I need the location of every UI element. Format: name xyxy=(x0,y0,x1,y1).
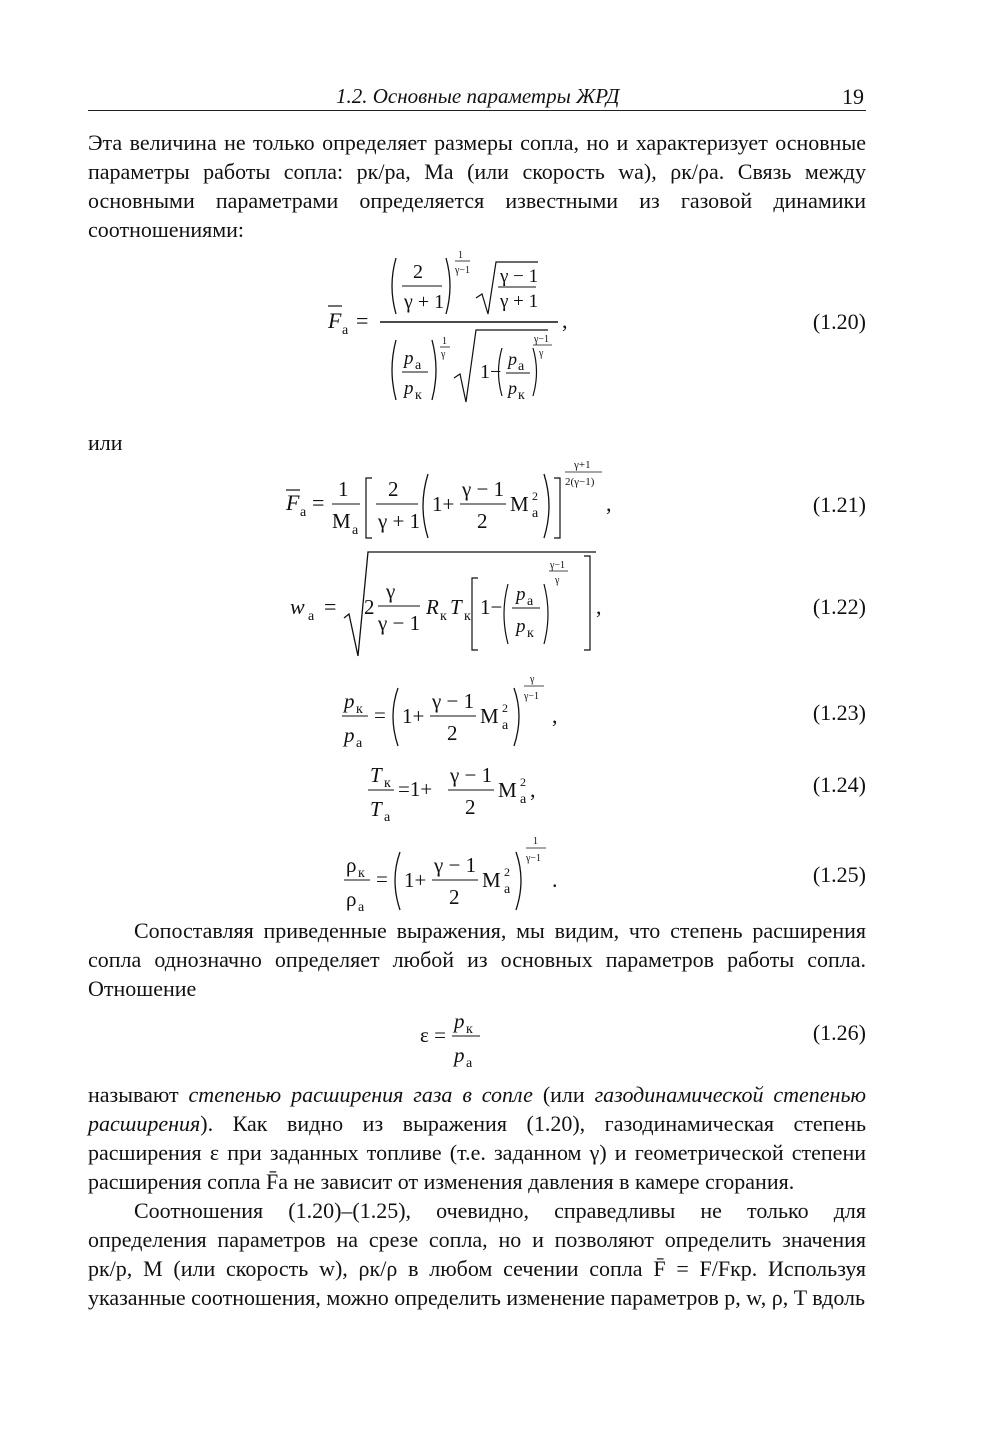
svg-text:ε =: ε = xyxy=(420,1023,446,1047)
svg-text:1: 1 xyxy=(442,336,447,347)
svg-text:1+: 1+ xyxy=(402,704,425,728)
svg-text:M: M xyxy=(332,509,351,533)
svg-text:w: w xyxy=(290,594,305,619)
svg-text:M: M xyxy=(482,868,501,892)
page-number: 19 xyxy=(842,84,864,109)
svg-text:1+: 1+ xyxy=(432,492,455,516)
svg-text:p: p xyxy=(508,378,517,398)
svg-text:p: p xyxy=(344,723,355,747)
formula-1-23 xyxy=(338,668,578,760)
svg-text:γ − 1: γ − 1 xyxy=(450,763,493,787)
svg-text:p: p xyxy=(454,1009,465,1033)
svg-text:p: p xyxy=(404,348,414,369)
svg-text:2: 2 xyxy=(504,865,510,879)
svg-text:а: а xyxy=(527,594,534,609)
svg-text:γ−1: γ−1 xyxy=(534,334,550,345)
svg-text:γ: γ xyxy=(539,348,544,359)
running-header xyxy=(88,84,866,111)
svg-text:,: , xyxy=(606,491,612,516)
svg-text:γ−1: γ−1 xyxy=(524,691,540,702)
equation-number-1-26: (1.26) xyxy=(812,1020,866,1045)
formula-1-22 xyxy=(282,548,622,660)
svg-text:2: 2 xyxy=(520,775,526,789)
formula-1-21 xyxy=(280,454,620,554)
svg-text:γ − 1: γ − 1 xyxy=(434,853,477,877)
svg-text:а: а xyxy=(308,609,315,624)
svg-text:ρ: ρ xyxy=(346,853,357,877)
svg-text:=: = xyxy=(324,594,337,619)
svg-text:M: M xyxy=(480,704,499,728)
svg-text:T: T xyxy=(450,595,462,619)
svg-text:к: к xyxy=(358,866,365,881)
svg-text:p: p xyxy=(516,584,526,605)
definition-text-2: (или xyxy=(532,1082,595,1107)
svg-text:γ − 1: γ − 1 xyxy=(378,611,421,635)
equation-number-1-20: (1.20) xyxy=(812,309,866,334)
svg-text:к: к xyxy=(384,776,391,791)
definition-term-2: газодинамической степенью расширения xyxy=(88,1082,866,1136)
svg-text:R: R xyxy=(426,595,439,619)
equation-number-1-21: (1.21) xyxy=(812,492,866,517)
svg-text:а: а xyxy=(502,718,509,733)
svg-text:T: T xyxy=(370,797,382,821)
svg-text:γ: γ xyxy=(386,579,396,603)
formula-1-20 xyxy=(320,244,580,409)
svg-text:γ−1: γ−1 xyxy=(526,853,542,864)
svg-text:=: = xyxy=(376,867,388,891)
svg-text:γ−1: γ−1 xyxy=(455,265,471,276)
svg-text:γ−1: γ−1 xyxy=(550,560,566,571)
svg-text:p: p xyxy=(508,349,517,369)
equation-number-1-22: (1.22) xyxy=(812,594,866,619)
svg-text:M: M xyxy=(498,778,517,802)
svg-text:M: M xyxy=(510,492,529,516)
svg-text:γ + 1: γ + 1 xyxy=(500,291,539,312)
definition-text-1: называют xyxy=(88,1082,189,1107)
svg-text:p: p xyxy=(454,1043,465,1067)
svg-text:а: а xyxy=(342,323,349,338)
svg-text:p: p xyxy=(344,689,355,713)
svg-text:,: , xyxy=(530,777,536,802)
svg-text:T: T xyxy=(370,763,382,787)
svg-text:γ: γ xyxy=(555,575,560,586)
svg-text:2: 2 xyxy=(532,489,538,503)
svg-text:2: 2 xyxy=(364,595,375,619)
svg-text:=: = xyxy=(312,490,325,515)
svg-text:γ + 1: γ + 1 xyxy=(378,509,421,533)
svg-text:к: к xyxy=(415,388,422,403)
connector-or: или xyxy=(88,430,123,455)
definition-term-1: степенью расширения газа в сопле xyxy=(188,1082,533,1107)
paragraph-intro: Эта величина не только определяет размеры сопла, но и характеризует основные параметры работы сопла: pк/pа, Mа (или скорость wа), ρк/ρа. Связь между основными параметрами определяется известными из газовой динамики соотношениями: xyxy=(88,130,866,242)
svg-text:а: а xyxy=(518,359,525,374)
svg-text:ρ: ρ xyxy=(346,887,357,911)
running-title: 1.2. Основные параметры ЖРД xyxy=(336,84,620,108)
paragraph-comparison: Сопоставляя приведенные выражения, мы видим, что степень расширения сопла однозначно определяет любой из основных параметров работы сопла. Отношение xyxy=(88,918,866,1001)
svg-text:γ + 1: γ + 1 xyxy=(404,291,445,313)
svg-text:2: 2 xyxy=(465,795,476,819)
svg-text:к: к xyxy=(464,609,471,624)
svg-text:1: 1 xyxy=(338,477,349,501)
paragraph-relations: Соотношения (1.20)–(1.25), очевидно, справедливы не только для определения параметров на срезе сопла, но и позволяют определить значения pк/p, M (или скорость w), ρк/ρ в любом сечении сопла F̄ = F/Fкр. Используя указанные соотношения, можно определить изменение параметров p, w, ρ, T вдоль xyxy=(88,1198,866,1310)
svg-text:2: 2 xyxy=(502,701,508,715)
svg-text:а: а xyxy=(415,358,422,373)
svg-text:γ: γ xyxy=(441,349,446,360)
svg-text:а: а xyxy=(356,736,363,751)
svg-text:,: , xyxy=(562,308,568,333)
svg-text:к: к xyxy=(527,626,534,641)
svg-text:γ − 1: γ − 1 xyxy=(432,689,475,713)
definition-text-3: ). Как видно из выражения (1.20), газодинамическая степень расширения ε при заданных топливе (т.е. заданном γ) и геометрической степени расширения сопла F̄а не зависит от изменения давления в камере сгорания. xyxy=(88,1111,866,1194)
svg-text:γ+1: γ+1 xyxy=(574,459,591,471)
svg-text:=1+: =1+ xyxy=(398,777,433,801)
svg-text:2: 2 xyxy=(388,477,399,501)
svg-text:1−: 1− xyxy=(480,595,503,619)
svg-text:γ − 1: γ − 1 xyxy=(462,477,505,501)
svg-text:=: = xyxy=(356,308,369,333)
svg-text:к: к xyxy=(518,388,525,403)
svg-text:к: к xyxy=(356,702,363,717)
svg-text:2: 2 xyxy=(477,509,488,533)
svg-text:2: 2 xyxy=(413,261,423,283)
svg-text:γ − 1: γ − 1 xyxy=(500,266,539,287)
svg-text:,: , xyxy=(552,703,558,728)
svg-text:=: = xyxy=(374,703,386,727)
svg-text:,: , xyxy=(596,594,602,619)
svg-text:к: к xyxy=(440,609,447,624)
equation-number-1-23: (1.23) xyxy=(812,700,866,725)
svg-text:2: 2 xyxy=(447,721,458,745)
svg-text:а: а xyxy=(384,810,391,824)
svg-text:а: а xyxy=(300,505,307,520)
svg-text:2(γ−1): 2(γ−1) xyxy=(565,476,595,488)
svg-text:1+: 1+ xyxy=(404,868,427,892)
svg-text:а: а xyxy=(504,882,511,897)
svg-text:1: 1 xyxy=(533,836,538,847)
svg-text:γ: γ xyxy=(530,674,535,685)
equation-number-1-24: (1.24) xyxy=(812,772,866,797)
svg-text:а: а xyxy=(352,523,359,538)
svg-text:1−: 1− xyxy=(480,361,502,383)
equation-number-1-25: (1.25) xyxy=(812,862,866,887)
formula-1-24 xyxy=(364,756,564,824)
svg-text:p: p xyxy=(404,378,414,399)
formula-1-26 xyxy=(416,1006,516,1074)
svg-text:а: а xyxy=(466,1056,473,1071)
svg-text:p: p xyxy=(516,616,526,637)
svg-text:.: . xyxy=(552,867,558,892)
formula-1-25 xyxy=(340,834,580,926)
svg-text:1: 1 xyxy=(458,250,463,261)
svg-text:а: а xyxy=(532,506,539,521)
svg-text:а: а xyxy=(520,792,527,807)
svg-text:F: F xyxy=(328,308,342,333)
svg-text:F: F xyxy=(286,490,300,515)
svg-text:к: к xyxy=(466,1022,473,1037)
paragraph-definition xyxy=(88,1080,866,1196)
svg-text:2: 2 xyxy=(449,885,460,909)
svg-text:а: а xyxy=(358,900,365,915)
